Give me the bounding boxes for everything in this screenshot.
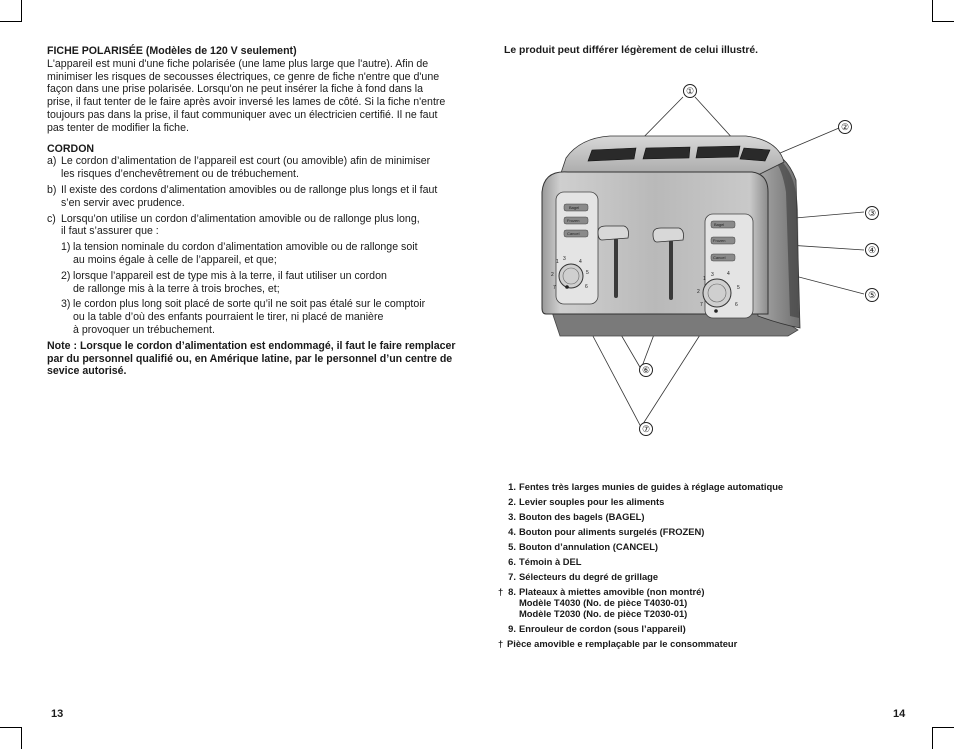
subitem-line: ou la table d’où des enfants pourraient le tirer, ni placé de manière (73, 311, 384, 324)
subitem-label: 3) (61, 298, 71, 311)
callout-2: ② (838, 120, 852, 134)
parts-legend (498, 481, 898, 649)
callout-3: ③ (865, 206, 879, 220)
subitem-line: au moins égale à celle de l’appareil, et que; (73, 253, 277, 266)
subitem-line: à provoquer un trébuchement. (73, 323, 215, 336)
dial-number: 3 (563, 256, 566, 262)
cancel-label: Cancel (567, 231, 580, 236)
legend-item (498, 511, 898, 522)
legend-text: Plateaux à miettes amovible (non montré) (519, 586, 705, 597)
subitem-line: de rallonge mis à la terre à trois broches, et; (73, 282, 280, 295)
bagel-label: Bagel (714, 222, 725, 227)
legend-item (498, 586, 898, 619)
legend-number: 8. (508, 586, 516, 597)
figure-caption: Le produit peut différer légèrement de celui illustré. (504, 45, 759, 56)
cord-item-a (47, 155, 459, 181)
legend-text: Fentes très larges munies de guides à réglage automatique (519, 481, 784, 492)
legend-text: Levier souples pour les aliments (519, 496, 665, 507)
legend-item (498, 556, 898, 567)
frozen-label: Frozen (713, 238, 726, 243)
legend-item (498, 481, 898, 492)
callout-6: ⑥ (639, 363, 653, 377)
legend-number: 2. (508, 496, 516, 507)
footnote (498, 638, 898, 649)
legend-item (498, 541, 898, 552)
item-line: Il existe des cordons d’alimentation amovibles ou de rallonge plus longs et il faut (61, 183, 438, 196)
crop-mark (0, 727, 22, 728)
subitem-label: 1) (61, 241, 71, 254)
legend-text: Bouton pour aliments surgelés (FROZEN) (519, 526, 705, 537)
cord-item-b (47, 184, 459, 210)
cord-item-c (47, 213, 459, 239)
legend-text: Sélecteurs du degré de grillage (519, 571, 659, 582)
dial-number: 1 (703, 276, 706, 282)
plug-line: minimiser les risques de secousses électriques, ce genre de fiche n'entre que d'une (47, 70, 440, 83)
legend-number: 6. (508, 556, 516, 567)
legend-item (498, 496, 898, 507)
left-page-text (47, 45, 459, 378)
plug-line: toujours pas dans la prise, il faut communiquer avec un électricien certifié. Il ne faut (47, 108, 438, 121)
note-line: sevice autorisé. (47, 365, 127, 378)
item-label: b) (47, 183, 57, 196)
browning-dial-right (703, 279, 731, 307)
item-line: Lorsqu’on utilise un cordon d’alimentation amovible ou de rallonge plus long, (61, 212, 420, 225)
legend-number: 9. (508, 623, 516, 634)
led-indicator (714, 309, 718, 313)
dial-number: 5 (737, 285, 740, 291)
subitem-line: la tension nominale du cordon d’alimentation amovible ou de rallonge soit (73, 241, 418, 254)
legend-text: Modèle T2030 (No. de pièce T2030-01) (519, 608, 688, 619)
cord-subitem-2 (47, 270, 459, 296)
dial-number: 3 (711, 272, 714, 278)
dial-number: 2 (551, 272, 554, 278)
dial-number: 2 (697, 289, 700, 295)
legend-text: Bouton des bagels (BAGEL) (519, 511, 645, 522)
dial-number: 6 (735, 302, 738, 308)
lever-right (653, 228, 684, 242)
legend-text: Témoin à DEL (519, 556, 582, 567)
legend-number: 5. (508, 541, 516, 552)
cord-subitem-1 (47, 241, 459, 267)
dial-number: 4 (579, 259, 582, 265)
legend-item (498, 526, 898, 537)
crop-mark (932, 0, 933, 22)
crop-mark (932, 21, 954, 22)
crop-mark (932, 727, 954, 728)
plug-line: L'appareil est muni d'une fiche polarisée (une lame plus large que l'autre). Afin de (47, 57, 429, 70)
crop-mark (932, 727, 933, 749)
item-line: les risques d’enchevêtrement ou de trébuchement. (61, 168, 299, 181)
callout-7: ⑦ (639, 422, 653, 436)
frozen-label: Frozen (567, 218, 580, 223)
note-line: par du personnel qualifié ou, en Amérique latine, par le personnel d’un centre de (47, 352, 453, 365)
dial-number: 1 (556, 259, 559, 265)
dial-number: 4 (727, 271, 730, 277)
lever-left (598, 226, 629, 240)
callout-4: ④ (865, 243, 879, 257)
page-number-left: 13 (51, 708, 64, 720)
legend-number: 4. (508, 526, 516, 537)
cord-heading: CORDON (47, 142, 95, 155)
legend-number: 1. (508, 481, 516, 492)
subitem-line: le cordon plus long soit placé de sorte qu’il ne soit pas étalé sur le comptoir (73, 298, 426, 311)
legend-number: 3. (508, 511, 516, 522)
led-indicator (565, 285, 569, 289)
legend-number: 7. (508, 571, 516, 582)
item-line: Le cordon d’alimentation de l’appareil est court (ou amovible) afin de minimiser (61, 155, 431, 168)
legend-text: Enrouleur de cordon (sous l’appareil) (519, 623, 686, 634)
subitem-label: 2) (61, 269, 71, 282)
legend-item (498, 571, 898, 582)
page-number-right: 14 (893, 708, 906, 720)
toaster-illustration (520, 80, 900, 440)
bagel-label: Bagel (569, 205, 580, 210)
note-line: Note : Lorsque le cordon d’alimentation est endommagé, il faut le faire remplacer (47, 339, 456, 352)
plug-heading: FICHE POLARISÉE (Modèles de 120 V seulement) (47, 45, 297, 57)
dagger-mark: † (498, 586, 504, 597)
crop-mark (21, 727, 22, 749)
footnote-text: Pièce amovible e remplaçable par le consommateur (507, 638, 738, 649)
cancel-label: Cancel (713, 255, 726, 260)
subitem-line: lorsque l’appareil est de type mis à la terre, il faut utiliser un cordon (73, 269, 387, 282)
callout-5: ⑤ (865, 288, 879, 302)
crop-mark (0, 21, 22, 22)
legend-text: Bouton d’annulation (CANCEL) (519, 541, 659, 552)
dial-number: 7 (553, 285, 556, 291)
cord-subitem-3 (47, 298, 459, 336)
plug-line: façon dans une prise polarisée. Lorsqu'on ne peut insérer la fiche à fond dans la (47, 83, 423, 96)
legend-item (498, 623, 898, 634)
browning-dial-left (559, 264, 583, 288)
plug-line: pas tenter de modifier la fiche. (47, 121, 189, 134)
item-line: s’en servir avec prudence. (61, 196, 185, 209)
dial-number: 6 (585, 284, 588, 290)
legend-text: Modèle T4030 (No. de pièce T4030-01) (519, 597, 688, 608)
item-line: il faut s’assurer que : (61, 225, 159, 238)
item-label: c) (47, 212, 56, 225)
crop-mark (21, 0, 22, 22)
plug-line: prise, il faut tenter de le faire après avoir inversé les lames de côté. Si la fiche n'entre (47, 96, 446, 109)
callout-1: ① (683, 84, 697, 98)
dial-number: 7 (700, 302, 703, 308)
item-label: a) (47, 155, 57, 168)
dial-number: 5 (586, 270, 589, 276)
dagger-mark: † (498, 638, 504, 649)
